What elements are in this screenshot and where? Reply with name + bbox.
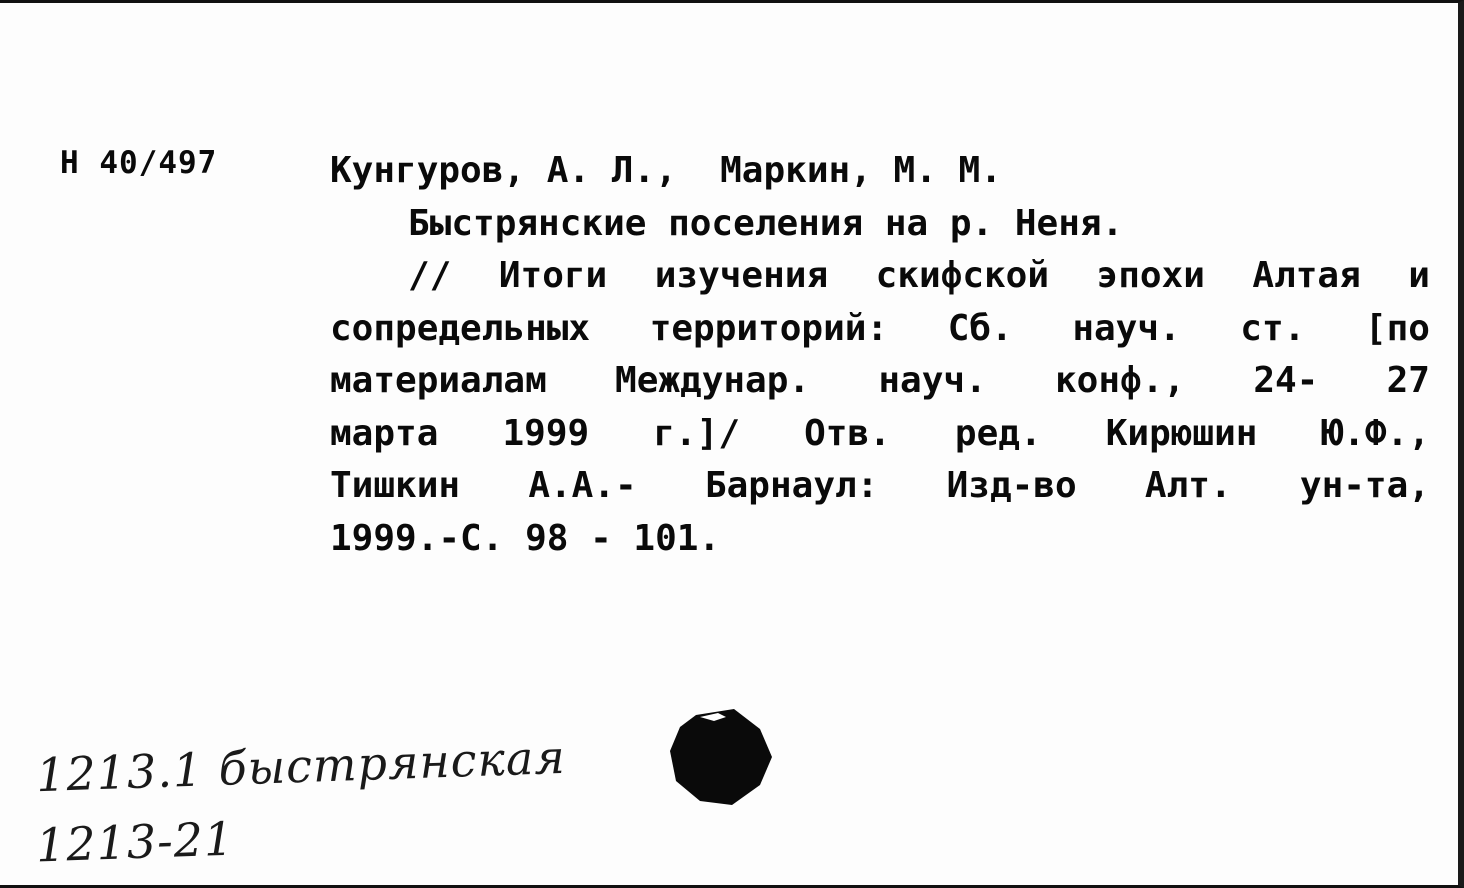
word: эпохи <box>1096 255 1205 296</box>
word: 27 <box>1386 360 1430 401</box>
word: 24- <box>1253 360 1319 401</box>
word: ун-та, <box>1299 465 1430 506</box>
word: [по <box>1364 307 1430 349</box>
source-line-5 <box>330 460 1430 513</box>
word: и <box>1408 255 1430 296</box>
word: материалам <box>330 360 547 401</box>
word: Междунар. <box>615 360 811 401</box>
word: // <box>408 255 452 296</box>
word: Ю.Ф., <box>1321 412 1430 454</box>
word: Барнаул: <box>704 465 879 506</box>
word: Тишкин <box>330 465 461 506</box>
word: ст. <box>1240 307 1306 349</box>
punch-hole <box>668 707 774 807</box>
word: марта <box>330 412 439 454</box>
word: Кирюшин <box>1105 412 1258 454</box>
source-line-4 <box>330 408 1430 461</box>
shelfmark: Н 40/497 <box>60 145 218 181</box>
word: науч. <box>1072 307 1181 349</box>
source-line-1 <box>330 250 1430 303</box>
word: скифской <box>875 255 1050 296</box>
authors: Кунгуров, А. Л., Маркин, М. М. <box>330 150 1002 191</box>
source-line-2 <box>330 303 1430 356</box>
handwritten-note-1: 1213.1 быстрянская <box>35 729 567 803</box>
word: науч. <box>878 360 987 401</box>
source-line-3 <box>330 355 1430 408</box>
word: Алт. <box>1144 465 1232 506</box>
word: ред. <box>954 412 1042 454</box>
title: Быстрянские поселения на р. Неня. <box>408 202 1124 244</box>
word: конф., <box>1055 360 1186 401</box>
handwritten-note-2: 1213-21 <box>35 811 236 873</box>
word: Алтая <box>1252 255 1361 296</box>
word: А.А.- <box>528 465 637 506</box>
word: изучения <box>654 255 829 296</box>
word: сопредельных <box>330 307 591 349</box>
word: 1999 <box>502 412 590 454</box>
word: Отв. <box>804 412 891 454</box>
word: Итоги <box>498 255 608 296</box>
word: Изд-во <box>946 465 1077 506</box>
source-line-6: 1999.-С. 98 - 101. <box>330 517 721 559</box>
word: территорий: <box>649 307 889 349</box>
bibliographic-entry <box>330 145 1430 565</box>
word: г.]/ <box>653 412 740 454</box>
word: Сб. <box>947 307 1013 349</box>
